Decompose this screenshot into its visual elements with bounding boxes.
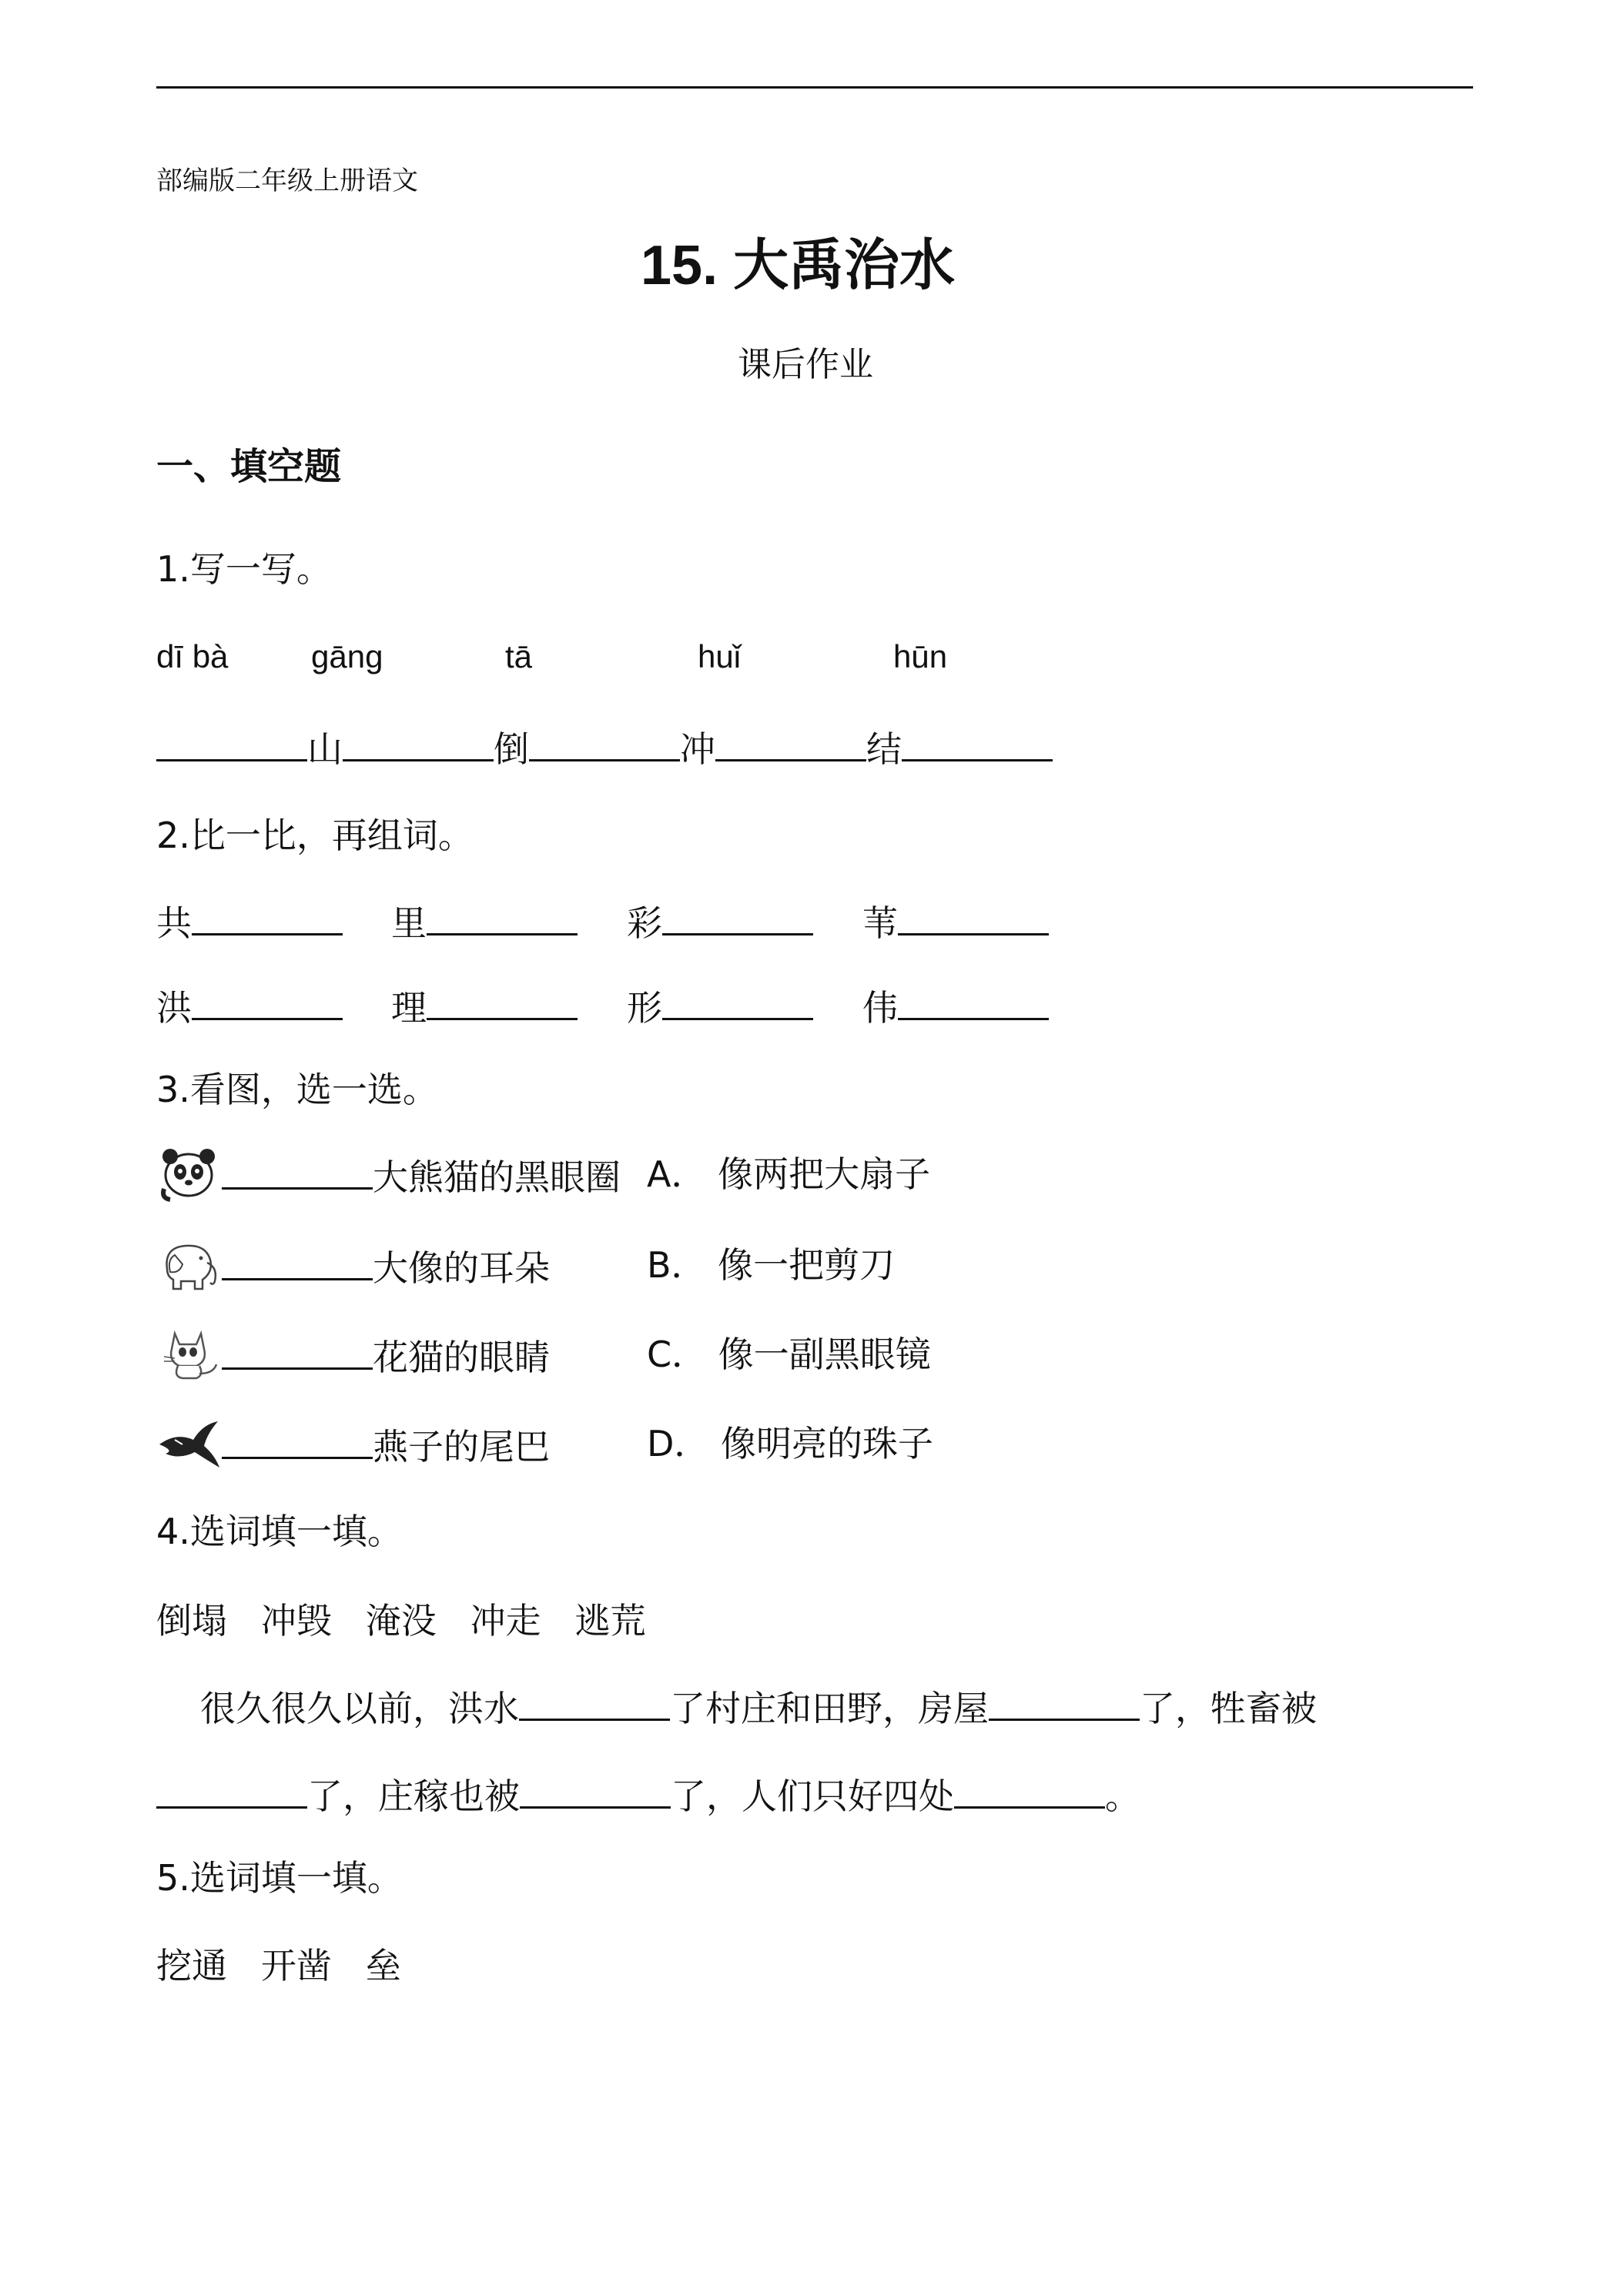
q4-label: 4.选词填一填。 [156,1511,403,1552]
sentence-part: 很久很久以前，洪水 [200,1688,519,1729]
answer-blank[interactable] [222,1337,373,1370]
answer-blank[interactable] [343,728,494,761]
answer-blank[interactable] [954,1776,1105,1809]
option-b: B． 像一把剪刀 [647,1244,896,1286]
q2-row-1 [156,902,343,944]
char: 洪 [156,987,192,1029]
char: 理 [391,987,427,1029]
char: 冲 [680,728,715,770]
q2-row-2 [862,987,1049,1029]
answer-blank[interactable] [156,728,307,761]
pinyin-5: hūn [893,638,948,674]
header-rule [156,86,1473,89]
answer-blank[interactable] [519,1688,670,1721]
q3-item-2 [222,1247,550,1289]
section-heading: 一、填空题 [156,445,342,488]
answer-blank[interactable] [902,728,1053,761]
option-d: D． 像明亮的珠子 [647,1423,934,1464]
q2-row-1 [862,902,1049,944]
sentence-part: 了，人们只好四处 [671,1776,954,1817]
q3-item-3 [222,1337,550,1378]
answer-blank[interactable] [662,902,813,935]
answer-blank[interactable] [156,1776,307,1809]
char: 倒 [494,728,529,770]
sentence-part: 了村庄和田野，房屋 [670,1688,989,1729]
answer-blank[interactable] [222,1426,373,1459]
q1-label: 1.写一写。 [156,548,332,590]
item-text: 花猫的眼睛 [373,1337,550,1378]
q4-word-bank: 倒塌 冲毁 淹没 冲走 逃荒 [156,1600,646,1642]
q2-row-1 [627,902,813,944]
q2-row-2 [156,987,343,1029]
item-text: 大熊猫的黑眼圈 [373,1156,621,1198]
pinyin-1: dī bà [156,638,229,674]
q3-label: 3.看图，选一选。 [156,1069,438,1110]
char: 山 [307,728,343,770]
q2-label: 2.比一比，再组词。 [156,815,474,856]
char: 结 [866,728,902,770]
answer-blank[interactable] [898,987,1049,1020]
q5-label: 5.选词填一填。 [156,1857,403,1899]
item-text: 大像的耳朵 [373,1247,550,1289]
q4-paragraph-line-1 [200,1688,1317,1729]
cat-icon [156,1326,221,1383]
q3-item-1 [222,1156,621,1198]
panda-icon [156,1146,221,1203]
char: 伟 [862,987,898,1029]
pinyin-3: tā [505,638,533,674]
q2-row-2 [391,987,578,1029]
option-c: C． 像一副黑眼镜 [647,1334,931,1375]
item-text: 燕子的尾巴 [373,1426,550,1468]
answer-blank[interactable] [222,1156,373,1190]
answer-blank[interactable] [898,902,1049,935]
char: 形 [627,987,662,1029]
answer-blank[interactable] [715,728,866,761]
answer-blank[interactable] [989,1688,1140,1721]
lesson-number: 15. [641,235,718,296]
elephant-icon [156,1237,221,1294]
answer-blank[interactable] [662,987,813,1020]
sentence-part: 。 [1105,1776,1140,1817]
char: 苇 [862,902,898,944]
sentence-part: 了，牲畜被 [1140,1688,1317,1729]
grade-label: 部编版二年级上册语文 [156,166,418,196]
q5-word-bank: 挖通 开凿 垒 [156,1945,401,1986]
swallow-icon [156,1417,221,1474]
answer-blank[interactable] [427,902,578,935]
lesson-name: 大禹治水 [733,233,956,297]
pinyin-2: gāng [311,638,383,674]
char: 共 [156,902,192,944]
answer-blank[interactable] [520,1776,671,1809]
answer-blank[interactable] [529,728,680,761]
sentence-part: 了，庄稼也被 [307,1776,520,1817]
q2-row-2 [627,987,813,1029]
page-title [641,233,956,297]
q2-row-1 [391,902,578,944]
answer-blank[interactable] [192,987,343,1020]
q4-paragraph-line-2 [156,1776,1140,1817]
answer-blank[interactable] [192,902,343,935]
page-subtitle: 课后作业 [738,345,873,384]
q1-answer-row [156,728,1053,770]
option-a: A． 像两把大扇子 [647,1153,931,1195]
answer-blank[interactable] [427,987,578,1020]
q3-item-4 [222,1426,550,1468]
char: 彩 [627,902,662,944]
pinyin-4: huǐ [698,638,742,674]
answer-blank[interactable] [222,1247,373,1280]
char: 里 [391,902,427,944]
